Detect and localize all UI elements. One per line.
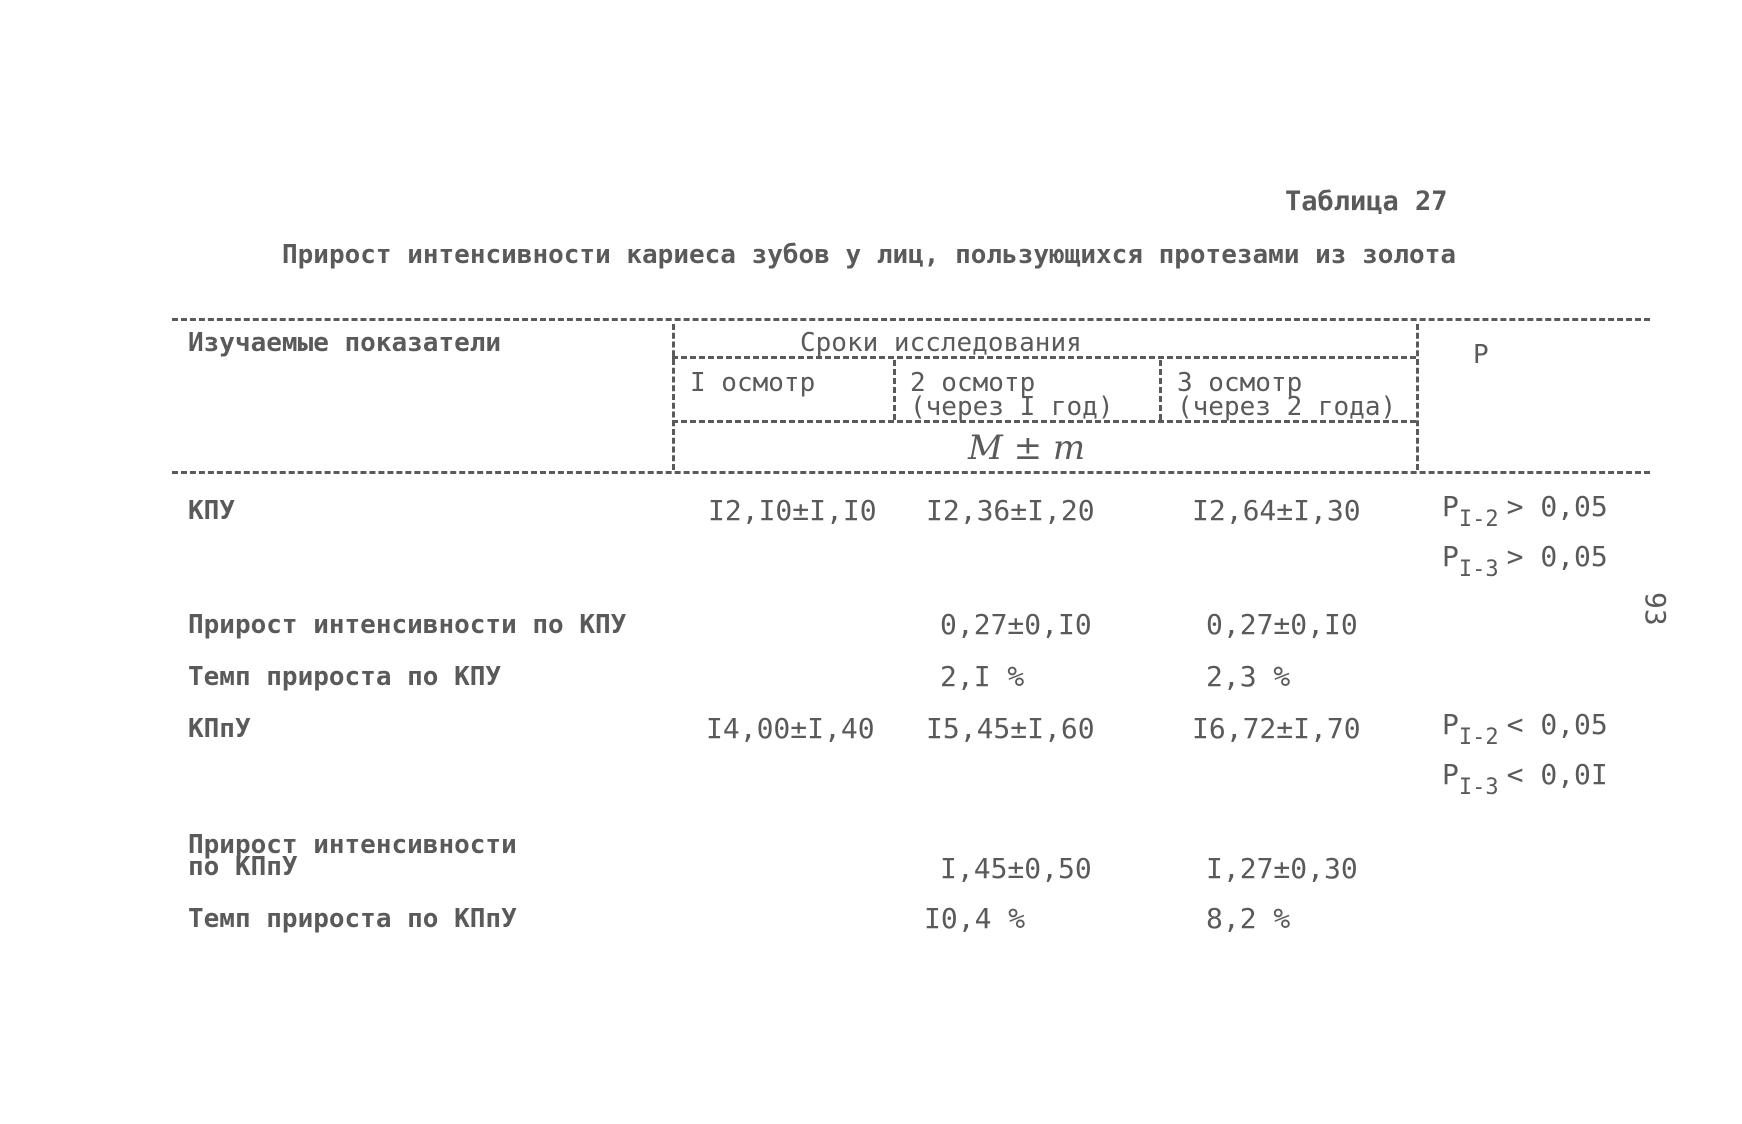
row-kpu-growth-label: Прирост интенсивности по КПУ	[188, 610, 627, 640]
row-kppu-label: КПпУ	[188, 714, 251, 744]
row-kppu-growth-exam2: I,45±0,50	[940, 852, 1092, 885]
col-divider-2	[893, 360, 896, 420]
p-value: < 0,0I	[1506, 758, 1608, 791]
p-value: > 0,05	[1506, 540, 1608, 573]
header-stat: M ± m	[968, 428, 1086, 468]
p-sub: I-3	[1458, 557, 1499, 582]
row-kppu-exam2: I5,45±I,60	[926, 712, 1095, 745]
row-kpu-exam1: I2,I0±I,I0	[708, 494, 877, 527]
col-divider-1	[672, 324, 675, 470]
table-top-rule	[172, 318, 1650, 321]
p-letter: Р	[1442, 540, 1459, 573]
header-exam3-line1: 3 осмотр	[1177, 368, 1303, 398]
row-kpu-label: КПУ	[188, 496, 235, 526]
col-divider-3	[1159, 360, 1162, 420]
header-bottom-rule	[172, 471, 1650, 474]
row-kppu-rate-label: Темп прироста по КПпУ	[188, 904, 517, 934]
table-caption: Прирост интенсивности кариеса зубов у лиц, пользующихся протезами из золота	[282, 240, 1456, 270]
p-value: > 0,05	[1506, 490, 1608, 523]
row-kpu-exam2: I2,36±I,20	[926, 494, 1095, 527]
row-kppu-rate-exam2: I0,4 %	[924, 902, 1026, 935]
header-p: Р	[1473, 340, 1489, 370]
header-periods: Сроки исследования	[800, 328, 1082, 358]
header-exam2-line2: (через I год)	[910, 392, 1114, 422]
row-kpu-exam3: I2,64±I,30	[1192, 494, 1361, 527]
header-indicator: Изучаемые показатели	[188, 328, 502, 358]
p-letter: Р	[1442, 758, 1459, 791]
row-kppu-p12	[1442, 708, 1608, 750]
row-kppu-p13	[1442, 758, 1608, 800]
header-exam2-line1: 2 осмотр	[910, 368, 1036, 398]
p-letter: Р	[1442, 708, 1459, 741]
row-kpu-rate-label: Темп прироста по КПУ	[188, 662, 502, 692]
p-value: < 0,05	[1506, 708, 1608, 741]
row-kppu-growth-exam3: I,27±0,30	[1206, 852, 1358, 885]
row-kpu-growth-exam3: 0,27±0,I0	[1206, 608, 1358, 641]
p-sub: I-2	[1458, 507, 1499, 532]
col-divider-4	[1416, 324, 1419, 470]
row-kppu-exam1: I4,00±I,40	[706, 712, 875, 745]
row-kpu-rate-exam3: 2,3 %	[1206, 660, 1291, 693]
row-kpu-p13	[1442, 540, 1608, 582]
header-exam3-line2: (через 2 года)	[1177, 392, 1397, 422]
header-exam1: I осмотр	[690, 368, 816, 398]
p-letter: Р	[1442, 490, 1459, 523]
row-kpu-growth-exam2: 0,27±0,I0	[940, 608, 1092, 641]
row-kppu-growth-label-line2: по КПпУ	[188, 852, 298, 882]
p-sub: I-2	[1458, 725, 1499, 750]
table-number: Таблица 27	[1285, 186, 1448, 217]
p-sub: I-3	[1458, 775, 1499, 800]
page-number: 93	[1639, 592, 1672, 626]
row-kpu-p12	[1442, 490, 1608, 532]
row-kppu-growth-label-line1: Прирост интенсивности	[188, 830, 517, 860]
row-kppu-exam3: I6,72±I,70	[1192, 712, 1361, 745]
row-kpu-rate-exam2: 2,I %	[940, 660, 1025, 693]
row-kppu-rate-exam3: 8,2 %	[1206, 902, 1291, 935]
